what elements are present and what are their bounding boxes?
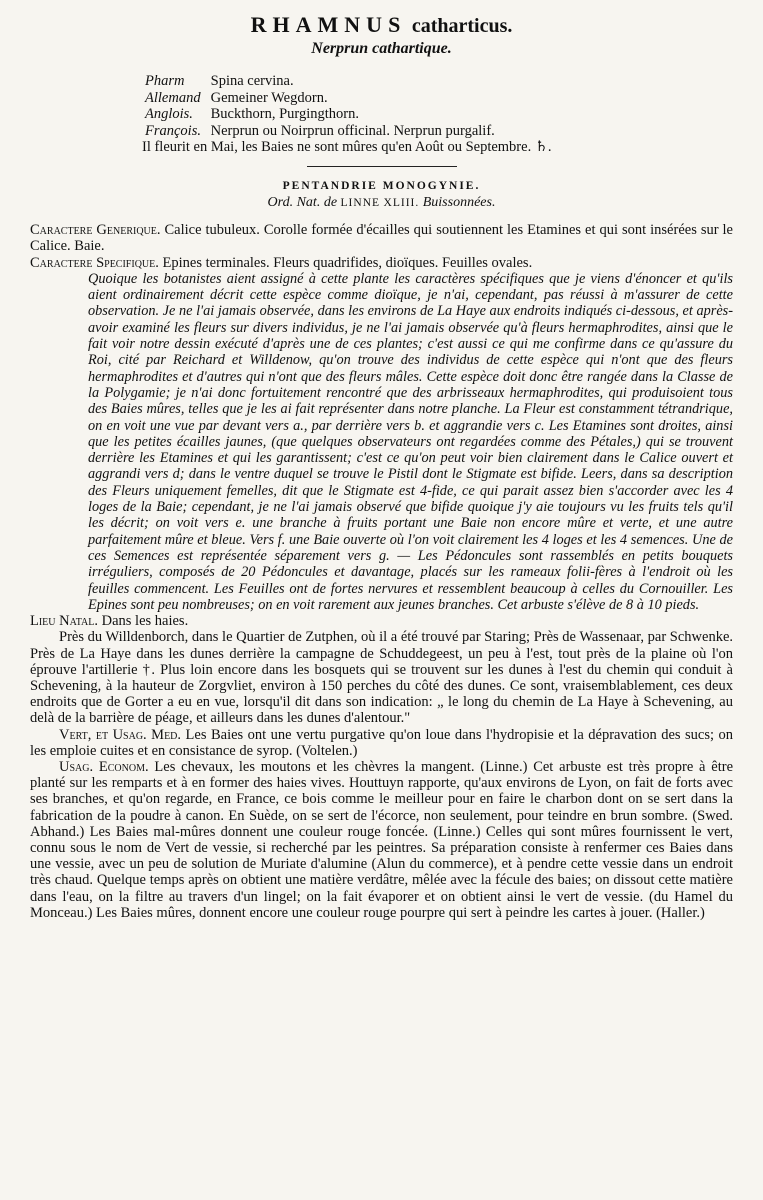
divider: [307, 166, 457, 167]
name-label: François.: [145, 122, 201, 139]
genus-name: RHAMNUS: [250, 12, 407, 37]
order-author: LINNE: [340, 197, 381, 209]
name-label: Anglois.: [145, 106, 193, 122]
economic-uses-text: Les chevaux, les moutons et les chèvres la mangent. (Linne.) Cet arbuste est très propre à être planté sur les remparts et à en former des haies vives. Houttuyn rapporte, qu'aux environs de Lyon, on fait de forts avec ses branches, et qu'on regarde, en France, ce bois comme le meilleur pour en faire le charbon dont on se sert dans la fabrication de la poudre à canon. En Suède, on se sert de l'écorce, non seulement, pour teindre en brun sombre. (Swed. Abhand.) Les Baies mal-mûres donnent une couleur rouge foncée. (Linne.) Celles qui sont mûres fournissent le vert, connu sous le nom de Vert de vessie, si recherché par les peintres. Sa préparation consiste à renfermer ces Baies dans une vessie, avec un peu de solution de Muriate d'alumine (Alun du commerce), et à pendre cette vessie dans un endroit très chaud. Quelque temps après on obtient une matière verdâtre, mêlée avec la fécule des baies; on dissout cette matière dans l'eau, on la filtre au travers d'un lingel; on la fait évaporer et on obtient ainsi le vert de vessie. (du Hamel du Monceau.) Les Baies mûres, donnent encore une couleur rouge pourpre qui sert à peindre les cartes à jouer. (Haller.): [30, 758, 734, 921]
vernacular-names: [145, 73, 733, 139]
name-row: [145, 90, 733, 107]
observation-paragraph: Quoique les botanistes aient assigné à cette plante les caractères spécifiques que je viens d'énoncer et qu'ils aient ordinairement décrit cette espèce comme dioïque, je n'ai, cependant, pas réussi à m'assurer de cette observation. Je ne l'ai jamais observée, dans les environs de La Haye aux endroits indiqués ci-dessous, et après-avoir examiné les fleurs sur divers individus, je ne l'ai jamais observée qu'à fleurs hermaphrodites, ainsi que le fait voir notre dessin exécuté d'après une de ces plantes; c'est aussi ce qui me confirme dans ce qu'assure du Roi, cité par Reichard et Willdenow, qu'on trouve des individus de cette espèce qui n'ont que des fleurs hermaphrodites et d'autres qui n'ont que des fleurs mâles. Cette espèce doit donc être rangée dans la Classe de la Polygamie; je n'ai donc fortuitement rencontré que des arbrisseaux hermaphrodites, qui produisoient tous des Baies mûres, telles que je les ai fait représenter dans notre planche. La Fleur est constamment tétrandrique, on en voit une vue par devant vers a., par derrière vers b. et aggrandie vers c. Les Etamines sont droites, ainsi que les petites écailles jaunes, (que quelques observateurs ont regardées comme des Pétales,) qui se trouvent derrière les Etamines et qui les garantissent; c'est ce qu'on peut voir bien clairement dans le Calice ouvert et aggrandi vers d; dans le ventre duquel se trouve le Pistil dont le Stigmate est bifide. Leers, dans sa description des Fleurs uniquement femelles, dit que le Stigmate est 4-fide, ce qui parait assez bien s'accorder avec les 4 loges de la Baie; cependant, je ne l'ai jamais observé que bifide quoique j'y aie toujours vu les fruits tels qu'il les décrit; on voit vers e. une branche à fruits portant une Baie non encore mûre et verte, et une autre parfaitement mûre et bleue. Vers f. une Baie ouverte où l'on voit clairement les 4 loges et les 4 semences. Une de ces Semences est représentée séparement vers g. — Les Pédoncules sont rassemblés en petits bouquets irréguliers, composés de 20 Pédoncules et davantage, placés sur les rameaux folii-fères à l'endroit où les feuilles commencent. Les Feuilles ont de fortes nervures et ressemblent beaucoup à celles du Cornouiller. Les Epines sont peu nombreuses; on en voit rarement aux jeunes branches. Cet arbuste s'élève de 8 à 10 pieds.: [88, 270, 733, 613]
name-value: Gemeiner Wegdorn.: [210, 89, 328, 106]
name-label: Allemand: [145, 89, 201, 106]
medical-uses-label: Vert, et Usag. Med.: [59, 726, 182, 743]
name-row: [145, 73, 733, 90]
localities-paragraph: Près du Willdenborch, dans le Quartier de Zutphen, où il a été trouvé par Staring; Près de Wassenaar, par Schwenke. Près de La Haye dans les dunes derrière la campagne de Schuddegeest, un peu à l'est, tout près de la plaine où l'on éprouve l'artillerie †. Plus loin encore dans les bosquets qui se trouvent sur les dunes à l'est du chemin qui conduit à Schevening, à la hauteur de Zorgvliet, environ à 150 perches du côté des dunes. Ce sont, vraisemblablement, ces deux endroits que de Gorter a eu en vue, lorsqu'il dit dans son indication: „ le long du chemin de La Haye à Schevening, au delà de la barrière de péage, et ailleurs dans les dunes d'alentour.": [30, 629, 734, 727]
specific-character-text: Epines terminales. Fleurs quadrifides, dioïques. Feuilles ovales.: [162, 254, 533, 271]
specific-character: [30, 255, 733, 271]
order-number: XLIII.: [383, 197, 420, 209]
generic-character: [30, 222, 733, 255]
economic-uses-label: Usag. Econom.: [59, 758, 149, 775]
order-name: Buissonnées.: [422, 195, 496, 210]
body-text: [30, 613, 733, 921]
page-title: [30, 12, 733, 39]
specific-character-label: Caractere Specifique.: [30, 254, 159, 271]
french-name: Nerprun cathartique.: [311, 40, 452, 57]
economic-uses-paragraph: [30, 759, 733, 921]
name-value: Spina cervina.: [210, 73, 294, 89]
linnaean-class: PENTANDRIE MONOGYNIE.: [282, 180, 481, 192]
habitat-paragraph: [30, 613, 733, 629]
name-label: Pharm: [145, 73, 185, 89]
medical-uses-text: Les Baies ont une vertu purgative qu'on loue dans l'hydropisie et la dépravation des sucs; on les emploie cuites et en consistance de syrop. (Voltelen.): [30, 726, 733, 759]
order-prefix: Ord. Nat. de: [267, 195, 338, 210]
flowering-note: Il fleurit en Mai, les Baies ne sont mûres qu'en Août ou Septembre. ♄.: [142, 139, 552, 155]
generic-character-label: Caractere Generique.: [30, 222, 161, 238]
habitat-text: Dans les haies.: [101, 613, 189, 630]
generic-character-text: Calice tubuleux. Corolle formée d'écailles qui soutiennent les Etamines et qui sont insérées sur le Calice. Baie.: [30, 222, 733, 255]
name-value: Nerprun ou Noirprun officinal. Nerprun purgalif.: [210, 122, 495, 139]
medical-uses-paragraph: [30, 727, 733, 759]
habitat-label: Lieu Natal.: [30, 613, 98, 630]
name-row: [145, 123, 733, 140]
natural-order: [30, 194, 733, 212]
name-row: [145, 106, 733, 123]
name-value: Buckthorn, Purgingthorn.: [210, 106, 359, 122]
species-name: catharticus.: [411, 15, 513, 37]
